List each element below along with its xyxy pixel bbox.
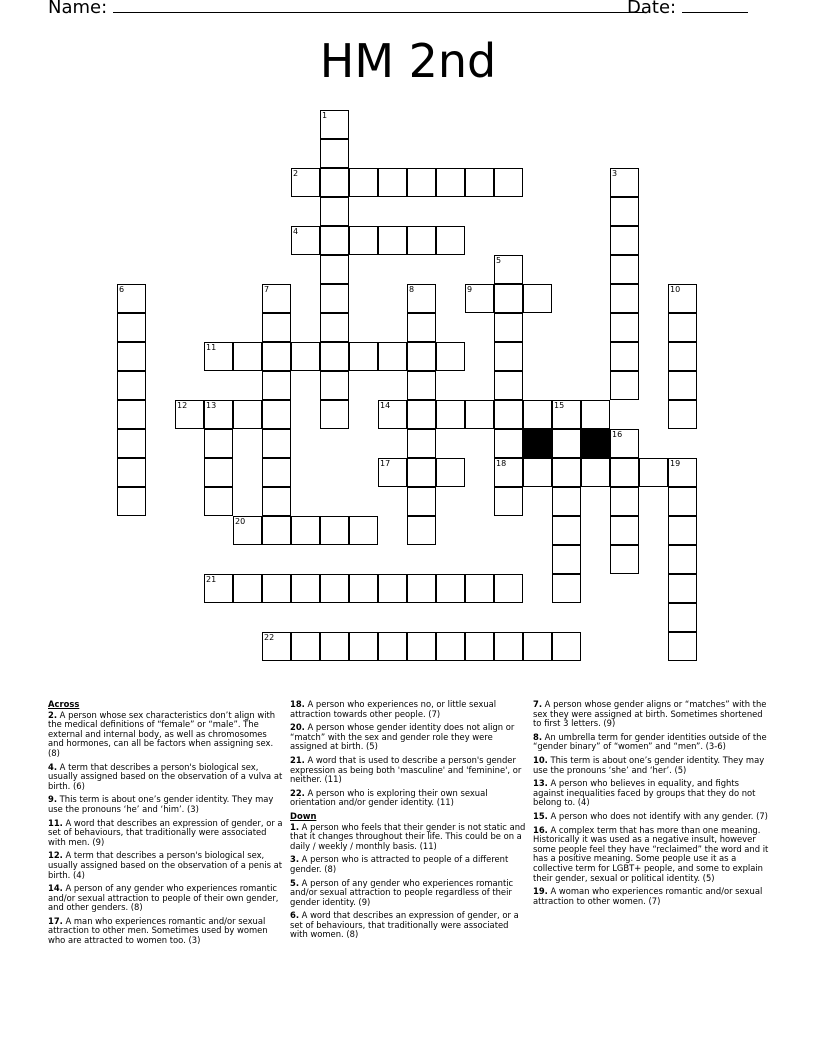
grid-cell[interactable] xyxy=(494,284,523,313)
grid-cell[interactable] xyxy=(668,574,697,603)
clue-item-text: A man who experiences romantic and/or sexual attraction to other men. Sometimes used by women who are attracted to women too. (3) xyxy=(48,915,268,946)
clue-item-number: 12. xyxy=(48,850,63,861)
clue-item-text: A person whose sex characteristics don’t align with the medical definitions of “female” or “male”. The external and internal body, as well as chromosomes and hormones, can all be factors when assigning sex. (8) xyxy=(48,709,276,758)
grid-cell[interactable] xyxy=(320,342,349,371)
grid-cell[interactable] xyxy=(552,516,581,545)
clue-item xyxy=(48,917,284,946)
clue-item-text: A person who is exploring their own sexual orientation and/or gender identity. (11) xyxy=(290,787,488,808)
grid-cell[interactable] xyxy=(117,429,146,458)
clue-item xyxy=(48,819,284,848)
clue-number: 14 xyxy=(380,401,391,410)
clues-column-3 xyxy=(533,700,769,910)
grid-cell[interactable] xyxy=(233,342,262,371)
grid-cell[interactable] xyxy=(494,371,523,400)
grid-cell[interactable] xyxy=(581,400,610,429)
grid-cell[interactable] xyxy=(291,342,320,371)
grid-cell[interactable] xyxy=(668,603,697,632)
clue-item-text: A woman who experiences romantic and/or sexual attraction to other women. (7) xyxy=(533,886,763,906)
clue-item-text: A term that describes a person's biological sex, usually assigned based on the observation of a penis at birth. (4) xyxy=(48,850,283,880)
clue-item xyxy=(48,795,284,814)
grid-cell[interactable] xyxy=(668,313,697,342)
grid-cell[interactable] xyxy=(610,197,639,226)
grid-cell[interactable] xyxy=(581,458,610,487)
grid-cell[interactable] xyxy=(117,458,146,487)
clue-item-text: A person who is attracted to people of a different gender. (8) xyxy=(290,854,509,874)
clue-number: 7 xyxy=(264,285,270,294)
clue-item-number: 20. xyxy=(290,722,305,733)
grid-cell[interactable] xyxy=(552,458,581,487)
clue-item-text: A person who experiences no, or little sexual attraction towards other people. (7) xyxy=(290,699,497,719)
clue-item-text: A person who believes in equality, and fights against inequalities faced by groups that they do not belong to. (4) xyxy=(533,778,756,808)
clue-item-text: A person of any gender who experiences romantic and/or sexual attraction to people of their own gender, and other genders. (8) xyxy=(48,883,279,913)
grid-cell[interactable] xyxy=(668,371,697,400)
clue-item xyxy=(48,884,284,913)
clue-item-text: A person who feels that their gender is not static and that it changes throughout their life. This could be on a daily / weekly / monthly basis. (11) xyxy=(290,821,526,851)
grid-cell[interactable] xyxy=(349,632,378,661)
grid-cell[interactable] xyxy=(465,400,494,429)
grid-cell[interactable] xyxy=(291,632,320,661)
clue-item-text: A person whose gender aligns or “matches” with the sex they were assigned at birth. Sometimes shortened to first 3 letters. (9) xyxy=(533,699,767,729)
clue-item xyxy=(290,911,526,940)
grid-cell[interactable] xyxy=(378,574,407,603)
clues-column-2 xyxy=(290,700,526,944)
grid-cell[interactable] xyxy=(349,226,378,255)
grid-cell[interactable] xyxy=(523,458,552,487)
clue-item xyxy=(533,700,769,729)
grid-cell[interactable] xyxy=(233,400,262,429)
name-label: Name: xyxy=(48,0,108,18)
grid-cell[interactable] xyxy=(494,168,523,197)
grid-cell[interactable] xyxy=(494,487,523,516)
grid-cell[interactable] xyxy=(668,342,697,371)
grid-cell[interactable] xyxy=(117,342,146,371)
clue-number: 18 xyxy=(496,459,507,468)
grid-cell[interactable] xyxy=(407,226,436,255)
clue-item xyxy=(290,823,526,852)
grid-cell[interactable] xyxy=(407,487,436,516)
grid-cell[interactable] xyxy=(204,429,233,458)
grid-cell[interactable] xyxy=(610,284,639,313)
grid-cell[interactable] xyxy=(378,342,407,371)
grid-cell[interactable] xyxy=(262,458,291,487)
grid-cell[interactable] xyxy=(494,574,523,603)
grid-cell[interactable] xyxy=(320,168,349,197)
grid-cell[interactable] xyxy=(494,400,523,429)
clue-item-number: 1. xyxy=(290,821,300,832)
grid-cell[interactable] xyxy=(320,632,349,661)
grid-cell[interactable] xyxy=(436,632,465,661)
grid-cell[interactable] xyxy=(204,487,233,516)
clue-item xyxy=(290,723,526,752)
clue-item-text: A person whose gender identity does not align or “match” with the sex and gender role they were assigned at birth. (5) xyxy=(290,722,515,752)
clue-item-text: A word that describes an expression of gender, or a set of behaviours, that traditionally were associated with women. (8) xyxy=(290,910,519,940)
grid-cell[interactable] xyxy=(117,487,146,516)
clue-number: 4 xyxy=(293,227,299,236)
clue-item-number: 6. xyxy=(290,910,300,921)
clue-item xyxy=(48,763,284,792)
grid-cell[interactable] xyxy=(610,313,639,342)
grid-cell[interactable] xyxy=(639,458,668,487)
grid-cell[interactable] xyxy=(407,371,436,400)
grid-cell[interactable] xyxy=(610,226,639,255)
clue-number: 11 xyxy=(206,343,217,352)
grid-cell[interactable] xyxy=(552,487,581,516)
clue-item-text: A person of any gender who experiences romantic and/or sexual attraction to people regardless of their gender identity. (9) xyxy=(290,877,514,907)
grid-cell[interactable] xyxy=(552,632,581,661)
grid-cell[interactable] xyxy=(668,400,697,429)
grid-cell[interactable] xyxy=(523,632,552,661)
grid-cell[interactable] xyxy=(494,632,523,661)
clue-item-number: 8. xyxy=(533,731,543,742)
clue-item-number: 18. xyxy=(290,699,305,709)
clue-item xyxy=(533,887,769,906)
clue-number: 15 xyxy=(554,401,565,410)
clue-number: 16 xyxy=(612,430,623,439)
clue-number: 13 xyxy=(206,401,217,410)
grid-cell[interactable] xyxy=(552,574,581,603)
clue-item-number: 9. xyxy=(48,794,58,805)
clue-number: 19 xyxy=(670,459,681,468)
clue-item-number: 17. xyxy=(48,915,63,926)
grid-cell[interactable] xyxy=(407,313,436,342)
grid-cell[interactable] xyxy=(668,487,697,516)
across-heading: Across xyxy=(48,699,80,709)
clue-item xyxy=(290,879,526,908)
grid-cell[interactable] xyxy=(349,516,378,545)
grid-cell[interactable] xyxy=(552,545,581,574)
clue-item xyxy=(48,711,284,759)
grid-cell[interactable] xyxy=(436,574,465,603)
clue-item-number: 10. xyxy=(533,754,548,765)
grid-cell[interactable] xyxy=(610,487,639,516)
grid-cell[interactable] xyxy=(262,400,291,429)
grid-cell[interactable] xyxy=(117,313,146,342)
clue-item xyxy=(533,756,769,775)
clue-item-number: 22. xyxy=(290,787,305,798)
date-label: Date: xyxy=(627,0,677,18)
clue-number: 6 xyxy=(119,285,125,294)
grid-cell[interactable] xyxy=(262,574,291,603)
grid-cell[interactable] xyxy=(436,342,465,371)
grid-cell[interactable] xyxy=(320,139,349,168)
grid-cell[interactable] xyxy=(668,516,697,545)
grid-cell[interactable] xyxy=(610,342,639,371)
clue-item-text: This term is about one’s gender identity. They may use the pronouns ‘he’ and ‘him’. (3) xyxy=(48,794,274,814)
grid-cell[interactable] xyxy=(349,342,378,371)
grid-cell[interactable] xyxy=(349,168,378,197)
grid-cell[interactable] xyxy=(523,400,552,429)
grid-cell[interactable] xyxy=(291,574,320,603)
grid-cell[interactable] xyxy=(320,371,349,400)
clue-item xyxy=(533,779,769,808)
grid-cell[interactable] xyxy=(436,168,465,197)
clue-number: 17 xyxy=(380,459,391,468)
clue-number: 9 xyxy=(467,285,473,294)
clue-item-number: 3. xyxy=(290,854,300,865)
clue-number: 5 xyxy=(496,256,502,265)
grid-cell[interactable] xyxy=(436,458,465,487)
grid-cell[interactable] xyxy=(320,313,349,342)
grid-cell[interactable] xyxy=(378,168,407,197)
clue-item xyxy=(290,789,526,808)
clue-item-number: 4. xyxy=(48,761,58,772)
grid-cell[interactable] xyxy=(610,371,639,400)
clue-item xyxy=(533,826,769,884)
down-heading: Down xyxy=(290,810,317,821)
grid-cell[interactable] xyxy=(407,516,436,545)
grid-cell[interactable] xyxy=(233,574,262,603)
puzzle-title: HM 2nd xyxy=(319,34,497,88)
grid-cell[interactable] xyxy=(407,632,436,661)
grid-cell[interactable] xyxy=(668,632,697,661)
clue-item-number: 11. xyxy=(48,817,63,828)
grid-cell[interactable] xyxy=(262,487,291,516)
grid-cell[interactable] xyxy=(407,342,436,371)
clue-number: 8 xyxy=(409,285,415,294)
grid-cell[interactable] xyxy=(378,226,407,255)
clue-item xyxy=(290,700,526,719)
grid-cell[interactable] xyxy=(378,632,407,661)
grid-cell[interactable] xyxy=(407,429,436,458)
clue-item-text: A word that describes an expression of gender, or a set of behaviours, that traditionally were associated with men. (9) xyxy=(48,817,283,847)
grid-cell[interactable] xyxy=(668,545,697,574)
clue-item-text: A person who does not identify with any gender. (7) xyxy=(547,810,768,821)
clue-item-number: 14. xyxy=(48,883,63,894)
clue-item xyxy=(533,733,769,752)
grid-cell[interactable] xyxy=(262,313,291,342)
grid-cell[interactable] xyxy=(407,458,436,487)
clue-item-text: A complex term that has more than one meaning. Historically it was used as a negative insult, however some people feel they have “reclaimed” the word and it has a positive meaning. Some people use it as a collective term for LGBT+ people, and some to explain their gender, sexual or political identity. (5) xyxy=(533,824,769,883)
grid-cell[interactable] xyxy=(320,574,349,603)
clue-item-text: A term that describes a person's biological sex, usually assigned based on the observation of a vulva at birth. (6) xyxy=(48,761,283,791)
grid-cell[interactable] xyxy=(494,313,523,342)
clues-column-1 xyxy=(48,700,284,950)
clue-number: 2 xyxy=(293,169,299,178)
clue-item xyxy=(290,855,526,874)
clue-item xyxy=(48,851,284,880)
clue-number: 20 xyxy=(235,517,246,526)
grid-cell[interactable] xyxy=(436,226,465,255)
grid-cell[interactable] xyxy=(117,400,146,429)
grid-cell[interactable] xyxy=(320,197,349,226)
grid-cell[interactable] xyxy=(262,516,291,545)
grid-cell[interactable] xyxy=(262,429,291,458)
clue-number: 10 xyxy=(670,285,681,294)
grid-cell[interactable] xyxy=(320,255,349,284)
grid-cell[interactable] xyxy=(465,168,494,197)
clue-item-number: 21. xyxy=(290,754,305,765)
clue-item-number: 7. xyxy=(533,699,543,709)
grid-cell[interactable] xyxy=(465,632,494,661)
clue-item-number: 5. xyxy=(290,877,300,888)
grid-cell[interactable] xyxy=(320,226,349,255)
black-square xyxy=(581,429,610,458)
grid-cell[interactable] xyxy=(436,400,465,429)
clue-item xyxy=(290,756,526,785)
grid-cell[interactable] xyxy=(349,574,378,603)
grid-cell[interactable] xyxy=(523,284,552,313)
clue-item-number: 19. xyxy=(533,886,548,897)
clue-item-number: 16. xyxy=(533,824,548,835)
clue-item-number: 15. xyxy=(533,810,548,821)
grid-cell[interactable] xyxy=(610,516,639,545)
clue-item-number: 13. xyxy=(533,778,548,789)
grid-cell[interactable] xyxy=(291,516,320,545)
clue-item-text: A word that is used to describe a person's gender expression as being both 'masculine' and 'feminine', or neither. (11) xyxy=(290,754,522,785)
grid-cell[interactable] xyxy=(494,342,523,371)
grid-cell[interactable] xyxy=(407,168,436,197)
grid-cell[interactable] xyxy=(407,574,436,603)
grid-cell[interactable] xyxy=(610,545,639,574)
clue-number: 1 xyxy=(322,111,328,120)
grid-cell[interactable] xyxy=(117,371,146,400)
grid-cell[interactable] xyxy=(610,255,639,284)
grid-cell[interactable] xyxy=(610,458,639,487)
black-square xyxy=(523,429,552,458)
clue-number: 3 xyxy=(612,169,618,178)
clue-item xyxy=(533,812,769,822)
clue-number: 12 xyxy=(177,401,188,410)
grid-cell[interactable] xyxy=(262,342,291,371)
grid-cell[interactable] xyxy=(552,429,581,458)
clue-number: 22 xyxy=(264,633,275,642)
clue-item-text: An umbrella term for gender identities outside of the “gender binary” of “women” and “men”. (3-6) xyxy=(533,731,767,752)
grid-cell[interactable] xyxy=(262,371,291,400)
grid-cell[interactable] xyxy=(494,429,523,458)
clue-item-text: This term is about one’s gender identity. They may use the pronouns ‘she’ and ‘her’. (5) xyxy=(533,754,765,775)
grid-cell[interactable] xyxy=(320,284,349,313)
grid-cell[interactable] xyxy=(407,400,436,429)
grid-cell[interactable] xyxy=(320,516,349,545)
grid-cell[interactable] xyxy=(320,400,349,429)
clue-item-number: 2. xyxy=(48,709,58,720)
grid-cell[interactable] xyxy=(204,458,233,487)
grid-cell[interactable] xyxy=(465,574,494,603)
clue-number: 21 xyxy=(206,575,217,584)
